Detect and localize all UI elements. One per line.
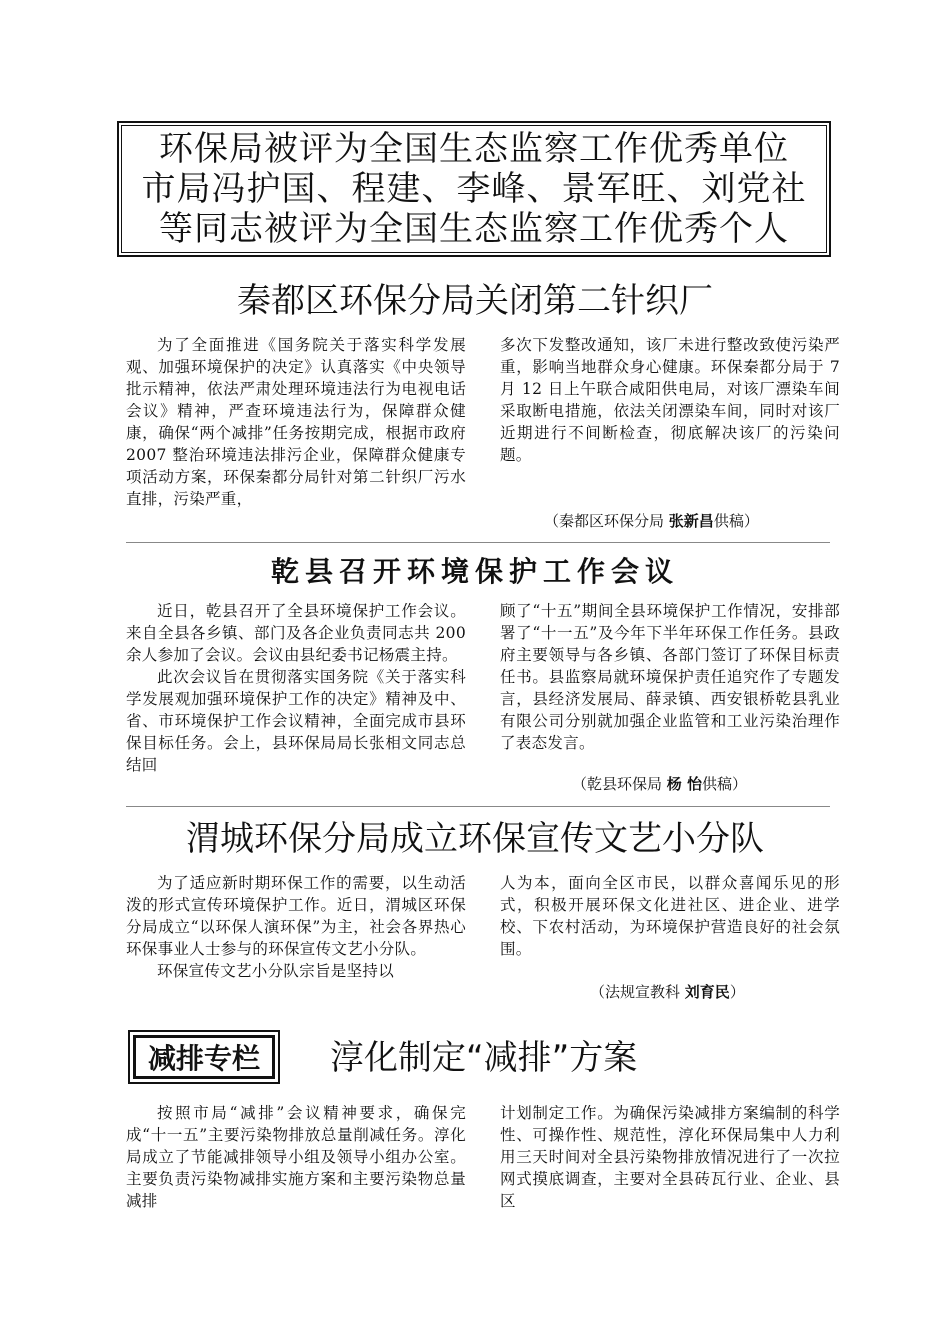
article-title-chunhua: 淳化制定“减排”方案 (330, 1038, 638, 1078)
headline-line-1: 环保局被评为全国生态监察工作优秀单位 (159, 129, 789, 169)
article-title-qindu: 秦都区环保分局关闭第二针织厂 (237, 281, 713, 321)
article-qindu-right-column (500, 334, 840, 466)
credit-prefix: （法规宣教科 (590, 983, 681, 1001)
article-qindu-left-column (126, 334, 466, 510)
headline-box-inner (121, 125, 827, 253)
credit-suffix: 供稿） (713, 512, 759, 530)
column-badge-label: 减排专栏 (133, 1035, 275, 1079)
headline-line-3: 等同志被评为全国生态监察工作优秀个人 (159, 209, 789, 249)
credit-author: 杨 怡 (666, 775, 703, 793)
article-qianxian-paragraph-1: 近日，乾县召开了全县环境保护工作会议。来自全县各乡镇、部门及各企业负责同志共 200 余人参加了会议。会议由县纪委书记杨震主持。 (126, 602, 466, 664)
article-chunhua-left-column (126, 1102, 466, 1212)
article-qianxian-right-column (500, 600, 840, 754)
article-chunhua-right-column (500, 1102, 840, 1212)
article-weicheng-paragraph-3: 人为本，面向全区市民，以群众喜闻乐见的形式，积极开展环保文化进社区、进企业、进学校、下农村活动，为环境保护营造良好的社会氛围。 (500, 874, 840, 958)
column-badge (128, 1030, 280, 1084)
credit-suffix: 供稿） (702, 775, 748, 793)
article-weicheng-paragraph-1: 为了适应新时期环保工作的需要，以生动活泼的形式宣传环境保护工作。近日，渭城区环保分局成立“以环保人演环保”为主，社会各界热心环保事业人士参与的环保宣传文艺小分队。 (126, 874, 466, 958)
credit-prefix: （秦都区环保分局 (544, 512, 665, 530)
article-qianxian-paragraph-2: 此次会议旨在贯彻落实国务院《关于落实科学发展观加强环境保护工作的决定》精神及中、省、市环境保护工作会议精神，全面完成市县环保目标任务。会上，县环保局局长张相文同志总结回 (126, 668, 466, 774)
article-weicheng-left-column (126, 872, 466, 982)
article-title-qianxian: 乾县召开环境保护工作会议 (270, 555, 679, 588)
section-divider (126, 806, 830, 807)
credit-author: 刘育民 (684, 983, 730, 1001)
article-weicheng-right-column (500, 872, 840, 960)
article-title-weicheng: 渭城环保分局成立环保宣传文艺小分队 (186, 819, 764, 859)
article-qianxian-credit (572, 773, 747, 795)
headline-line-2: 市局冯护国、程建、李峰、景军旺、刘党社 (141, 169, 807, 209)
article-qindu-paragraph: 为了全面推进《国务院关于落实科学发展观、加强环境保护的决定》认真落实《中央领导批示精神，依法严肃处理环境违法行为电视电话会议》精神，严查环境违法行为，保障群众健康，确保“两个减排”任务按期完成，根据市政府 2007 整治环境违法排污企业，保障群众健康专项活动方案，环保秦都分局针对第二针织厂污水直排，污染严重， (126, 336, 466, 508)
credit-prefix: （乾县环保局 (572, 775, 663, 793)
article-chunhua-paragraph: 按照市局“减排”会议精神要求，确保完成“十一五”主要污染物排放总量削减任务。淳化局成立了节能减排领导小组及领导小组办公室。主要负责污染物减排实施方案和主要污染物总量减排 (126, 1104, 466, 1210)
article-qianxian-paragraph-3: 顾了“十五”期间全县环境保护工作情况，安排部署了“十一五”及今年下半年环保工作任务。县政府主要领导与各乡镇、各部门签订了环保目标责任书。县监察局就环境保护责任追究作了专题发言，县经济发展局、薛录镇、西安银桥乾县乳业有限公司分别就加强企业监管和工业污染治理作了表态发言。 (500, 602, 840, 752)
credit-author: 张新昌 (668, 512, 714, 530)
article-qianxian-left-column (126, 600, 466, 776)
credit-suffix: ） (729, 983, 745, 1001)
article-qindu-credit (544, 510, 759, 532)
article-weicheng-paragraph-2: 环保宣传文艺小分队宗旨是坚持以 (157, 962, 395, 980)
headline-box (117, 121, 831, 257)
article-weicheng-credit (590, 981, 745, 1003)
section-divider (126, 542, 830, 543)
article-chunhua-paragraph-cont: 计划制定工作。为确保污染减排方案编制的科学性、可操作性、规范性，淳化环保局集中人力利用三天时间对全县污染物排放情况进行了一次拉网式摸底调查，主要对全县砖瓦行业、企业、县区 (500, 1104, 840, 1210)
article-qindu-paragraph: 多次下发整改通知，该厂未进行整改致使污染严重，影响当地群众身心健康。环保秦都分局于 7 月 12 日上午联合咸阳供电局，对该厂漂染车间采取断电措施，依法关闭漂染车间，同时对该厂近期进行不间断检查，彻底解决该厂的污染问题。 (500, 336, 840, 464)
